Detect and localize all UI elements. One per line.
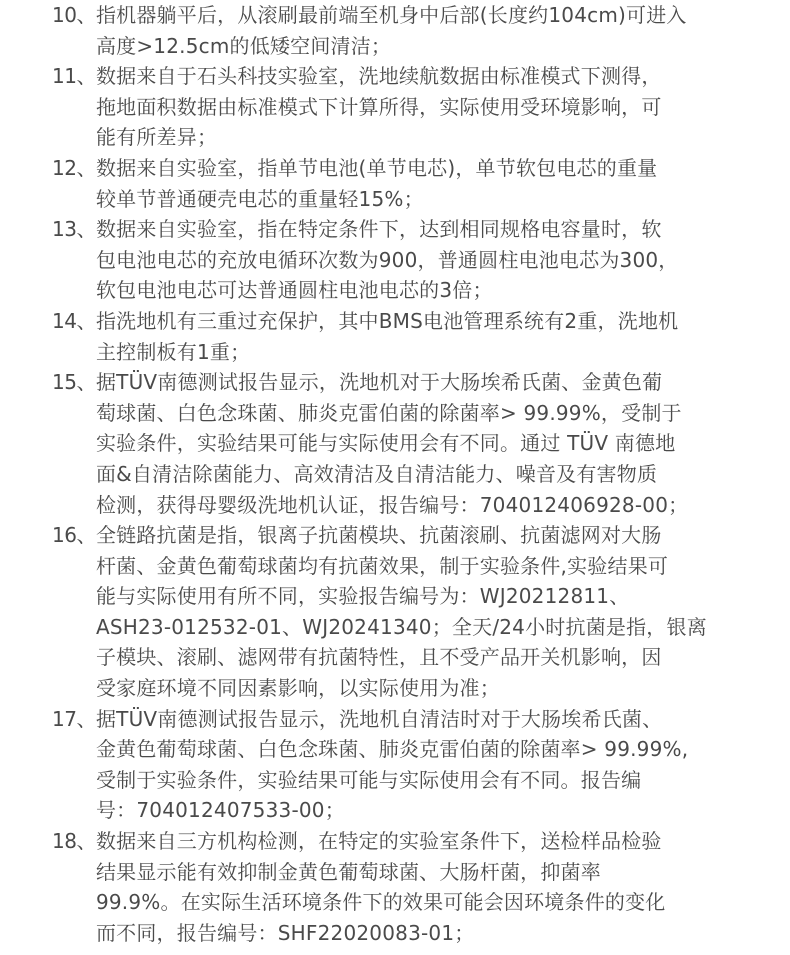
footnote-text-line: 指机器躺平后，从滚刷最前端至机身中后部(长度约104cm)可进入 bbox=[95, 3, 687, 27]
footnote-item bbox=[52, 61, 752, 153]
footnote-item bbox=[52, 520, 752, 704]
footnote-number: 11、 bbox=[52, 64, 96, 89]
footnote-text-line: 结果显示能有效抑制金黄色葡萄球菌、大肠杆菌，抑菌率 bbox=[95, 859, 601, 884]
footnote-text bbox=[96, 306, 752, 367]
footnote-number: 18、 bbox=[52, 829, 96, 854]
footnote-text-line: 较单节普通硬壳电芯的重量轻15%； bbox=[95, 186, 424, 211]
footnote-text-line: 杆菌、金黄色葡萄球菌均有抗菌效果，制于实验条件,实验结果可 bbox=[95, 553, 669, 578]
footnote-text-line: 面&自清洁除菌能力、高效清洁及自清洁能力、噪音及有害物质 bbox=[95, 461, 658, 486]
footnote-item bbox=[52, 0, 752, 61]
footnote-text-line: 检测，获得母婴级洗地机认证，报告编号：704012406928-00； bbox=[95, 492, 689, 517]
footnote-number: 16、 bbox=[52, 523, 96, 548]
footnote-text-line: 号：704012407533-00； bbox=[95, 798, 345, 823]
footnote-number: 12、 bbox=[52, 155, 96, 180]
footnote-text-line: 数据来自实验室，指在特定条件下，达到相同规格电容量时，软 bbox=[95, 217, 662, 242]
footnote-text-line: 实验条件，实验结果可能与实际使用会有不同。通过 TÜV 南德地 bbox=[95, 431, 676, 456]
footnote-item bbox=[52, 214, 752, 306]
footnote-text-line: 数据来自实验室，指单节电池(单节电芯)，单节软包电芯的重量 bbox=[95, 155, 658, 180]
footnote-list bbox=[52, 0, 752, 948]
footnote-text-line: 高度>12.5cm的低矮空间清洁； bbox=[95, 33, 392, 58]
footnote-text-line: 萄球菌、白色念珠菌、肺炎克雷伯菌的除菌率> 99.99%，受制于 bbox=[95, 400, 682, 425]
footnote-number: 10、 bbox=[52, 3, 96, 27]
footnote-text bbox=[96, 214, 752, 306]
footnote-item bbox=[52, 367, 752, 520]
footnote-text-line: 数据来自三方机构检测，在特定的实验室条件下，送检样品检验 bbox=[95, 829, 662, 854]
footnote-item bbox=[52, 704, 752, 826]
footnote-item bbox=[52, 306, 752, 367]
footnote-text-line: 受家庭环境不同因素影响，以实际使用为准； bbox=[95, 676, 500, 701]
footnote-text-line: 数据来自于石头科技实验室，洗地续航数据由标准模式下测得， bbox=[95, 64, 662, 89]
footnote-text bbox=[96, 0, 752, 61]
footnote-text-line: 据TÜV南德测试报告显示，洗地机对于大肠埃希氏菌、金黄色葡 bbox=[95, 370, 663, 395]
footnote-number: 15、 bbox=[52, 370, 96, 395]
footnote-text-line: 99.9%。在实际生活环境条件下的效果可能会因环境条件的变化 bbox=[95, 890, 666, 915]
footnote-text-line: 主控制板有1重； bbox=[95, 339, 251, 364]
footnote-text bbox=[96, 367, 752, 520]
footnote-text-line: ASH23-012532-01、WJ20241340；全天/24小时抗菌是指，银离 bbox=[95, 614, 707, 639]
footnote-text-line: 包电池电芯的充放电循环次数为900，普通圆柱电池电芯为300， bbox=[95, 247, 679, 272]
footnote-text-line: 拖地面积数据由标准模式下计算所得，实际使用受环境影响，可 bbox=[95, 94, 662, 119]
footnote-text bbox=[96, 826, 752, 948]
footnote-text-line: 据TÜV南德测试报告显示，洗地机自清洁时对于大肠埃希氏菌、 bbox=[95, 706, 663, 731]
footnote-item bbox=[52, 153, 752, 214]
footnote-text-line: 受制于实验条件，实验结果可能与实际使用会有不同。报告编 bbox=[95, 767, 642, 792]
footnote-text-line: 指洗地机有三重过充保护，其中BMS电池管理系统有2重，洗地机 bbox=[95, 308, 679, 333]
footnote-text-line: 全链路抗菌是指，银离子抗菌模块、抗菌滚刷、抗菌滤网对大肠 bbox=[95, 523, 662, 548]
footnote-number: 17、 bbox=[52, 706, 96, 731]
footnote-item bbox=[52, 826, 752, 948]
footnote-text bbox=[96, 704, 752, 826]
footnote-text-line: 而不同，报告编号：SHF22020083-01； bbox=[95, 920, 475, 945]
footnote-text bbox=[96, 153, 752, 214]
footnote-text bbox=[96, 61, 752, 153]
footnote-text-line: 能有所差异； bbox=[95, 125, 218, 150]
footnote-number: 13、 bbox=[52, 217, 96, 242]
footnote-number: 14、 bbox=[52, 308, 96, 333]
footnote-text-line: 金黄色葡萄球菌、白色念珠菌、肺炎克雷伯菌的除菌率> 99.99%, bbox=[95, 737, 689, 762]
footnote-text-line: 能与实际使用有所不同，实验报告编号为：WJ20212811、 bbox=[95, 584, 630, 609]
footnote-text-line: 软包电池电芯可达普通圆柱电池电芯的3倍； bbox=[95, 278, 493, 303]
footnote-text bbox=[96, 520, 752, 704]
footnote-text-line: 子模块、滚刷、滤网带有抗菌特性，且不受产品开关机影响，因 bbox=[95, 645, 662, 670]
